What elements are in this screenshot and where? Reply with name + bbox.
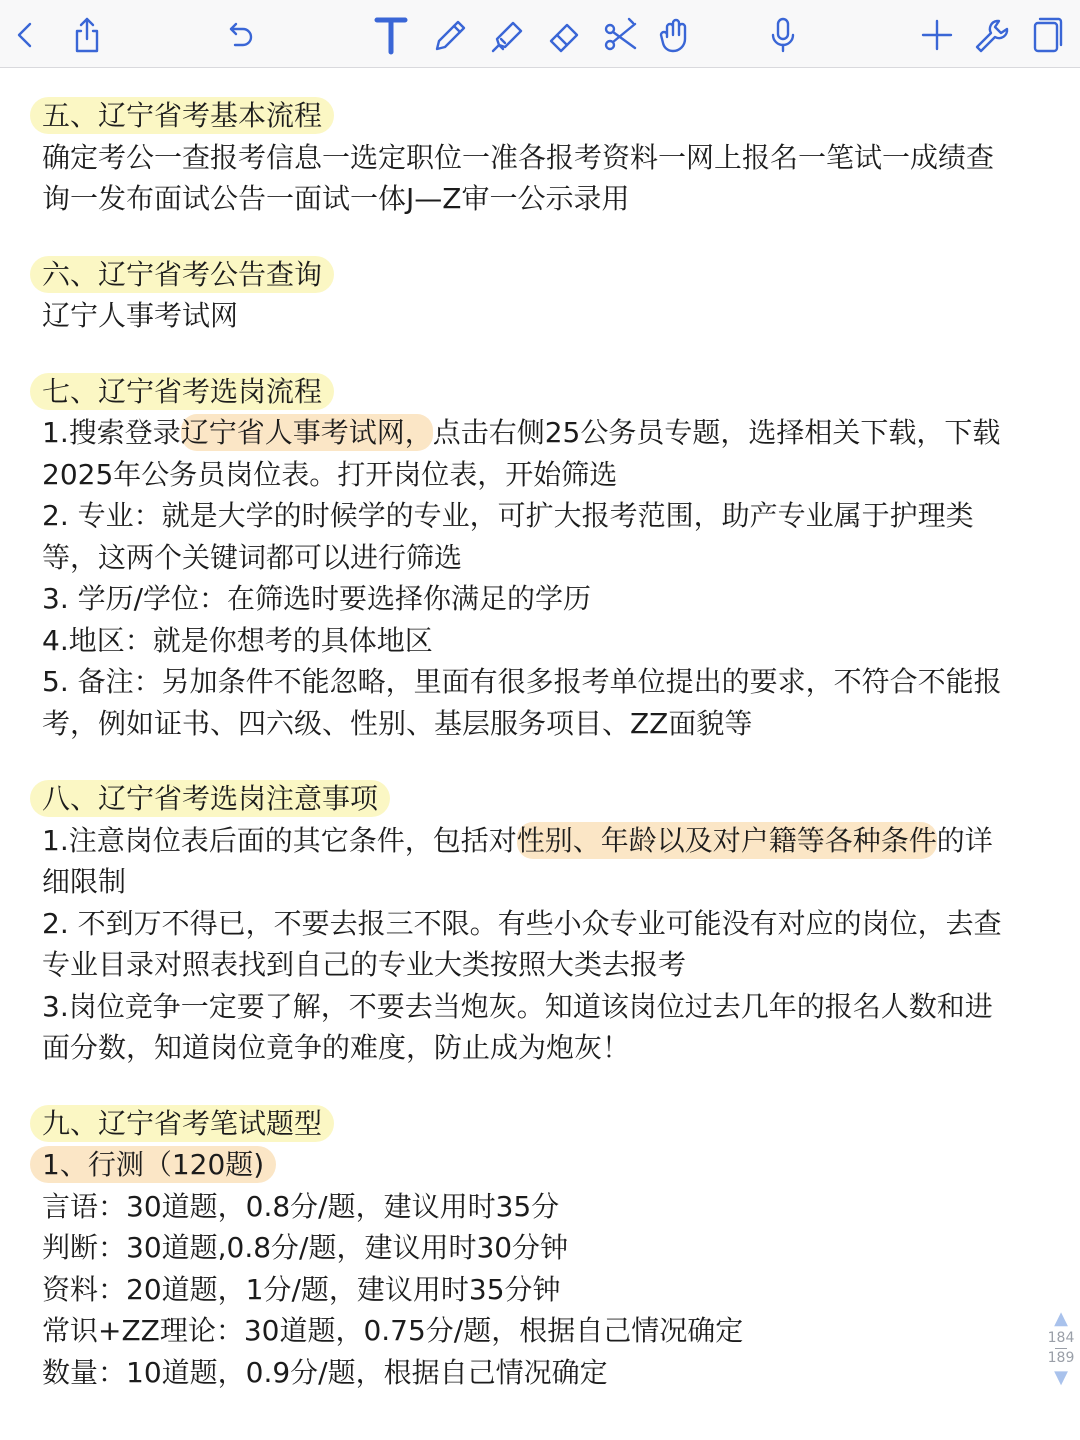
text-line: 3.岗位竞争一定要了解，不要去当炮灰。知道该岗位过去几年的报名人数和进 xyxy=(42,989,993,1023)
add-icon[interactable] xyxy=(914,12,960,58)
text-line: 确定考公一查报考信息一选定职位一准各报考资料一网上报名一笔试一成绩查 xyxy=(42,140,995,174)
highlighted-text: 辽宁省人事考试网， xyxy=(180,416,433,449)
text-line: 等，这两个关键词都可以进行筛选 xyxy=(42,540,463,574)
text-line: 5. 备注：另加条件不能忽略，里面有很多报考单位提出的要求，不符合不能报 xyxy=(42,665,1002,698)
pen-icon[interactable] xyxy=(426,12,472,58)
current-page: 184 xyxy=(1047,1330,1075,1346)
text-line: 常识+ZZ理论：30道题，0.75分/题，根据自己情况确定 xyxy=(42,1314,744,1347)
highlighter-icon[interactable] xyxy=(484,12,530,58)
section-heading: 八、辽宁省考选岗注意事项 xyxy=(42,778,1042,820)
section-heading: 五、辽宁省考基本流程 xyxy=(42,95,1042,137)
pages-icon[interactable] xyxy=(1024,12,1070,58)
text-line: 2. 专业：就是大学的时候学的专业，可扩大报考范围，助产专业属于护理类 xyxy=(42,499,974,532)
text-line: 考，例如证书、四六级、性别、基层服务项目、ZZ面貌等 xyxy=(42,706,753,740)
text-tool-icon[interactable] xyxy=(368,12,414,58)
text-line: 4.地区：就是你想考的具体地区 xyxy=(42,623,433,657)
text-line: 判断：30道题,0.8分/题，建议用时30分钟 xyxy=(42,1231,569,1264)
text-line: 数量：10道题，0.9分/题，根据自己情况确定 xyxy=(42,1355,608,1389)
text-line: 面分数，知道岗位竟争的难度，防止成为炮灰！ xyxy=(42,1031,631,1064)
text-line: 2. 不到万不得已，不要去报三不限。有些小众专业可能没有对应的岗位，去查 xyxy=(42,906,1002,940)
text-line: 3. 学历/学位：在筛选时要选择你满足的学历 xyxy=(42,582,592,615)
page-navigator xyxy=(1046,1308,1076,1389)
section-heading: 六、辽宁省考公告查询 xyxy=(42,254,1042,296)
undo-icon[interactable] xyxy=(216,12,262,58)
text-line: 1.注意岗位表后面的其它条件，包括对性别、年龄以及对户籍等各种条件的详 xyxy=(42,823,993,857)
highlighted-text: 性别、年龄以及对户籍等各种条件 xyxy=(516,823,937,857)
text-line: 1.搜索登录辽宁省人事考试网，点击右侧25公务员专题，选择相关下载，下载 xyxy=(42,416,1001,449)
toolbar xyxy=(0,0,1080,68)
text-line: 言语：30道题，0.8分/题，建议用时35分 xyxy=(42,1189,560,1223)
text-line: 辽宁人事考试网 xyxy=(42,299,239,332)
note-content xyxy=(42,95,1042,1393)
text-line: 专业目录对照表找到自己的专业大类按照大类去报考 xyxy=(42,948,687,981)
section-heading: 九、辽宁省考笔试题型 xyxy=(42,1103,1042,1145)
eraser-icon[interactable] xyxy=(542,12,588,58)
text-line: 询一发布面试公告一面试一体J—Z审一公示录用 xyxy=(42,182,630,215)
hand-icon[interactable] xyxy=(652,12,698,58)
text-line: 细限制 xyxy=(42,865,127,898)
total-pages: 189 xyxy=(1047,1350,1075,1366)
wrench-icon[interactable] xyxy=(968,12,1014,58)
microphone-icon[interactable] xyxy=(760,12,806,58)
page-down-icon[interactable]: ▼ xyxy=(1054,1367,1068,1388)
text-line: 2025年公务员岗位表。打开岗位表，开始筛选 xyxy=(42,457,618,491)
share-icon[interactable] xyxy=(64,12,110,58)
page-up-icon[interactable]: ▲ xyxy=(1054,1308,1068,1329)
back-icon[interactable] xyxy=(2,12,48,58)
subsection-heading: 1、行测（120题) xyxy=(42,1144,1042,1186)
section-heading: 七、辽宁省考选岗流程 xyxy=(42,371,1042,413)
lasso-scissors-icon[interactable] xyxy=(598,12,644,58)
text-line: 资料：20道题，1分/题，建议用时35分钟 xyxy=(42,1272,561,1306)
